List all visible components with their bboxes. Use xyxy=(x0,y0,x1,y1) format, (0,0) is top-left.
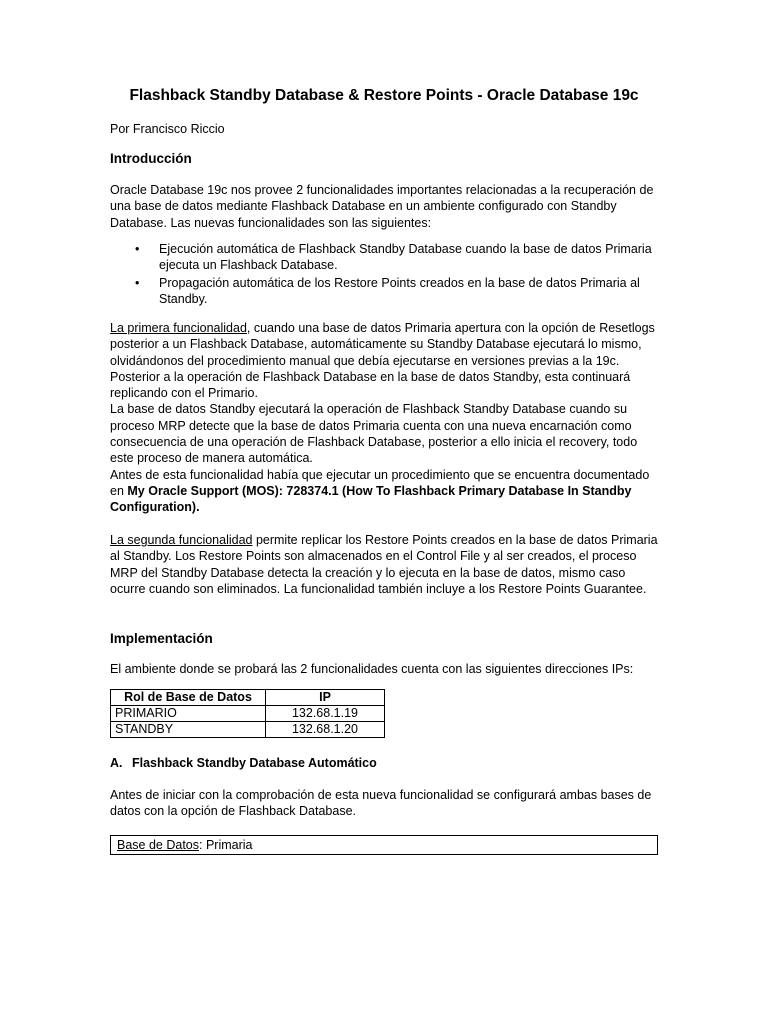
section-a-title: Flashback Standby Database Automático xyxy=(132,756,377,770)
list-item xyxy=(110,275,658,308)
mos-reference: My Oracle Support (MOS): 728374.1 (How To Flashback Primary Database In Standby Configuration). xyxy=(110,483,632,515)
table-header: Rol de Base de Datos xyxy=(111,690,266,706)
table-cell: 132.68.1.20 xyxy=(266,722,385,738)
intro-heading: Introducción xyxy=(110,151,192,166)
impl-paragraph: El ambiente donde se probará las 2 funcionalidades cuenta con las siguientes direcciones IPs: xyxy=(110,662,634,676)
table-cell: PRIMARIO xyxy=(111,706,266,722)
table-cell: 132.68.1.19 xyxy=(266,706,385,722)
table-header-row xyxy=(111,690,385,706)
table-row xyxy=(111,722,385,738)
impl-heading: Implementación xyxy=(110,631,213,646)
database-box xyxy=(110,835,658,855)
second-func-paragraph xyxy=(110,532,658,597)
second-func-text: permite replicar los Restore Points creados en la base de datos Primaria al Standby. Los Restore Points son almacenados en el Control File y al ser creados, el proceso MRP del Standby Database detecta la creación y lo ejecuta en la base de datos, mismo caso ocurre cuando son eliminados. La funcionalidad también incluye a los Restore Points Guarantee. xyxy=(110,533,658,596)
bullet-text: Propagación automática de los Restore Points creados en la base de datos Primaria al Standby. xyxy=(159,275,640,306)
document-title: Flashback Standby Database & Restore Points - Oracle Database 19c xyxy=(129,87,639,104)
table-header: IP xyxy=(266,690,385,706)
table-row xyxy=(111,706,385,722)
database-box-value: : Primaria xyxy=(199,838,253,852)
intro-paragraph: Oracle Database 19c nos provee 2 funcionalidades importantes relacionadas a la recuperación de una base de datos mediante Flashback Database en un ambiente configurado con Standby Database. Las nuevas funcionalidades son las siguientes: xyxy=(110,183,654,230)
bullet-icon: • xyxy=(135,242,140,256)
first-func-text-3: Antes de esta funcionalidad había que ejecutar un procedimiento que se encuentra documentado en xyxy=(110,467,650,498)
second-func-label: La segunda funcionalidad xyxy=(110,533,253,547)
ip-table xyxy=(110,689,385,738)
author-line: Por Francisco Riccio xyxy=(110,122,225,136)
first-func-text-2: La base de datos Standby ejecutará la operación de Flashback Standby Database cuando su proceso MRP detecte que la base de datos Primaria cuenta con una nueva encarnación como consecuencia de una operación de Flashback Database, posterior a ello inicia el recovery, todo este proceso de manera automática. xyxy=(110,402,638,466)
section-a-letter: A. xyxy=(110,756,123,770)
first-func-label: La primera funcionalidad xyxy=(110,321,247,335)
bullet-icon: • xyxy=(135,275,140,290)
list-item xyxy=(110,241,658,274)
section-a-paragraph: Antes de iniciar con la comprobación de esta nueva funcionalidad se configurará ambas bases de datos con la opción de Flashback Database. xyxy=(110,788,652,819)
first-func-paragraph xyxy=(110,320,658,516)
feature-list xyxy=(110,241,658,308)
section-a-heading xyxy=(110,756,377,770)
bullet-text: Ejecución automática de Flashback Standby Database cuando la base de datos Primaria ejecuta un Flashback Database. xyxy=(159,242,652,273)
table-cell: STANDBY xyxy=(111,722,266,738)
first-func-text: , cuando una base de datos Primaria apertura con la opción de Resetlogs posterior a un Flashback Database, automáticamente su Standby Database ejecutará lo mismo, olvidándonos del procedimiento manual que debía ejecutarse en versiones previas a la 19c. Posterior a la operación de Flashback Database en la base de datos Standby, esta continuará replicando con el Primario. xyxy=(110,321,655,401)
database-box-label: Base de Datos xyxy=(117,838,199,852)
